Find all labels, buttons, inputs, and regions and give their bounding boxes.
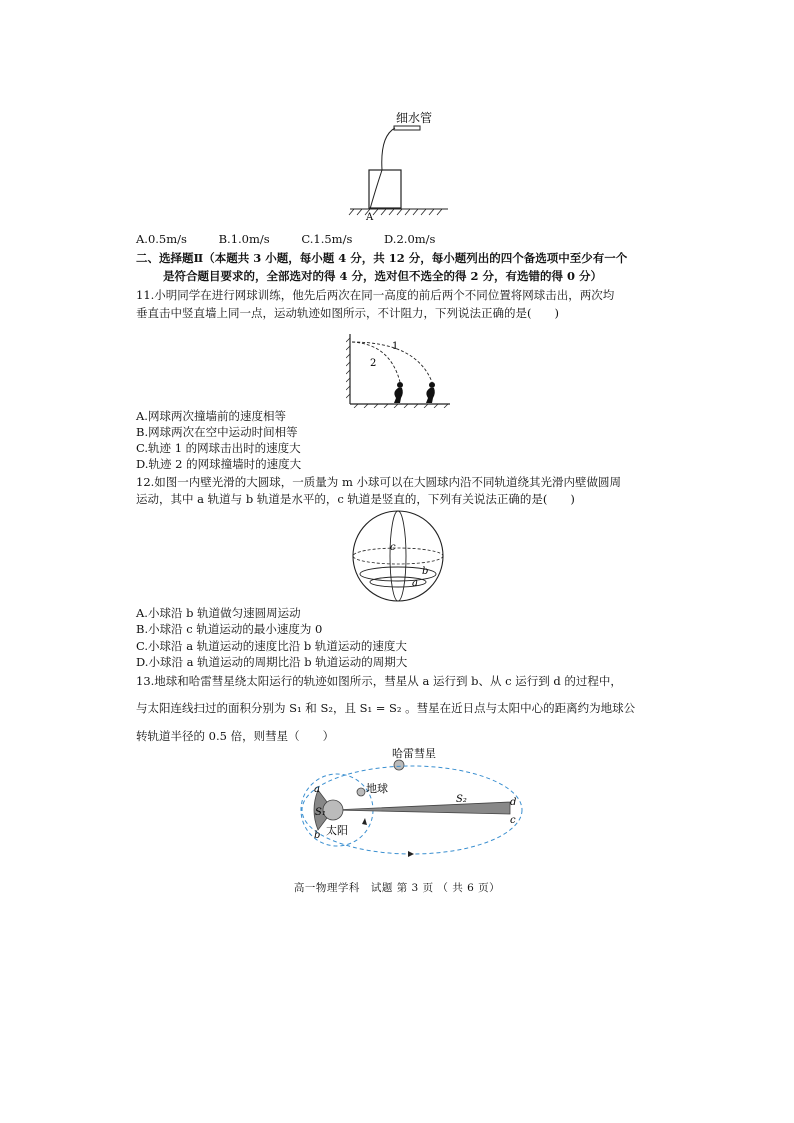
point-d-label: d	[510, 797, 517, 808]
orbit-c	[390, 511, 406, 601]
water-stream	[370, 170, 382, 209]
area-s2	[333, 802, 510, 814]
tube-nozzle	[394, 126, 420, 130]
point-a-label: A	[366, 212, 374, 223]
q12-option-c: C.小球沿 a 轨道运动的速度比沿 b 轨道运动的速度大	[136, 639, 407, 653]
orbit-b-label: b	[422, 566, 429, 577]
point-a-label: a	[314, 784, 320, 795]
page-footer: 高一物理学科 试题 第 3 页 （ 共 6 页）	[293, 882, 501, 894]
section2-title-line2: 是符合题目要求的，全部选对的得 4 分，选对但不选全的得 2 分，有选错的得 0 分）	[163, 269, 603, 283]
section2-title-line1: 二、选择题Ⅱ（本题共 3 小题，每小题 4 分，共 12 分，每小题列出的四个备选项中至少有一个	[136, 251, 628, 265]
q10-option-b: B.1.0m/s	[218, 232, 270, 246]
q11-option-d: D.轨迹 2 的网球撞墙时的速度大	[136, 457, 302, 471]
q10-option-a: A.0.5m/s	[136, 232, 187, 246]
q13-stem-line1: 13.地球和哈雷彗星绕太阳运行的轨迹如图所示，彗星从 a 运行到 b、从 c 运行到 d 的过程中，	[136, 674, 622, 688]
earth-label: 地球	[366, 782, 388, 795]
q10-options	[136, 231, 463, 247]
q11-stem-line1: 11.小明同学在进行网球训练，他先后两次在同一高度的前后两个不同位置将网球击出，两次均	[136, 288, 615, 302]
q10-option-c: C.1.5m/s	[301, 232, 353, 246]
q12-stem-line2: 运动，其中 a 轨道与 b 轨道是水平的，c 轨道是竖直的，下列有关说法正确的是( )	[136, 492, 575, 506]
s1-label: S₁	[315, 807, 326, 818]
wall-hatch	[346, 338, 350, 398]
q12-stem-line1: 12.如图一内壁光滑的大圆球，一质量为 m 小球可以在大圆球内沿不同轨道绕其光滑内壁做圆周	[136, 475, 621, 489]
trajectory-2-label: 2	[370, 358, 377, 369]
halley-comet	[394, 760, 404, 770]
ground-hatch	[349, 209, 442, 215]
trajectory-1-label: 1	[392, 341, 399, 352]
tube-pipe	[382, 128, 395, 170]
player-figure-1	[394, 382, 403, 403]
q12-option-a: A.小球沿 b 轨道做匀速圆周运动	[136, 606, 301, 620]
q12-option-b: B.小球沿 c 轨道运动的最小速度为 0	[136, 622, 323, 636]
tennis-figure	[346, 332, 454, 408]
q11-option-c: C.轨迹 1 的网球击出时的速度大	[136, 441, 301, 455]
point-b-label: b	[314, 830, 321, 841]
q12-option-d: D.小球沿 a 轨道运动的周期比沿 b 轨道运动的周期大	[136, 655, 408, 669]
q11-stem-line2: 垂直击中竖直墙上同一点，运动轨迹如图所示，不计阻力，下列说法正确的是( )	[136, 306, 559, 320]
earth	[357, 788, 365, 796]
orbit-figure	[296, 744, 528, 862]
orbit-a-label: a	[412, 578, 418, 589]
equator	[353, 548, 443, 564]
earth-direction-arrow	[362, 818, 367, 825]
container	[369, 170, 401, 208]
q13-stem-line3: 转轨道半径的 0.5 倍，则彗星（ ）	[136, 729, 335, 743]
comet-label: 哈雷彗星	[392, 747, 436, 760]
sun-label: 太阳	[326, 824, 348, 837]
tube-figure	[340, 108, 460, 226]
q11-option-b: B.网球两次在空中运动时间相等	[136, 425, 298, 439]
large-sphere	[353, 511, 443, 601]
sphere-figure	[350, 508, 446, 604]
sun	[323, 800, 343, 820]
q11-option-a: A.网球两次撞墙前的速度相等	[136, 409, 286, 423]
orbit-c-label: c	[390, 542, 396, 553]
comet-direction-arrow	[408, 851, 414, 857]
player-figure-2	[426, 382, 435, 403]
q13-stem-line2: 与太阳连线扫过的面积分别为 S₁ 和 S₂，且 S₁ = S₂ 。彗星在近日点与太阳中心的距离约为地球公	[136, 701, 636, 715]
point-c-label: c	[510, 815, 516, 826]
tube-label: 细水管	[396, 111, 433, 125]
s2-label: S₂	[456, 794, 467, 805]
q10-option-d: D.2.0m/s	[384, 232, 436, 246]
floor-hatch	[354, 404, 448, 408]
